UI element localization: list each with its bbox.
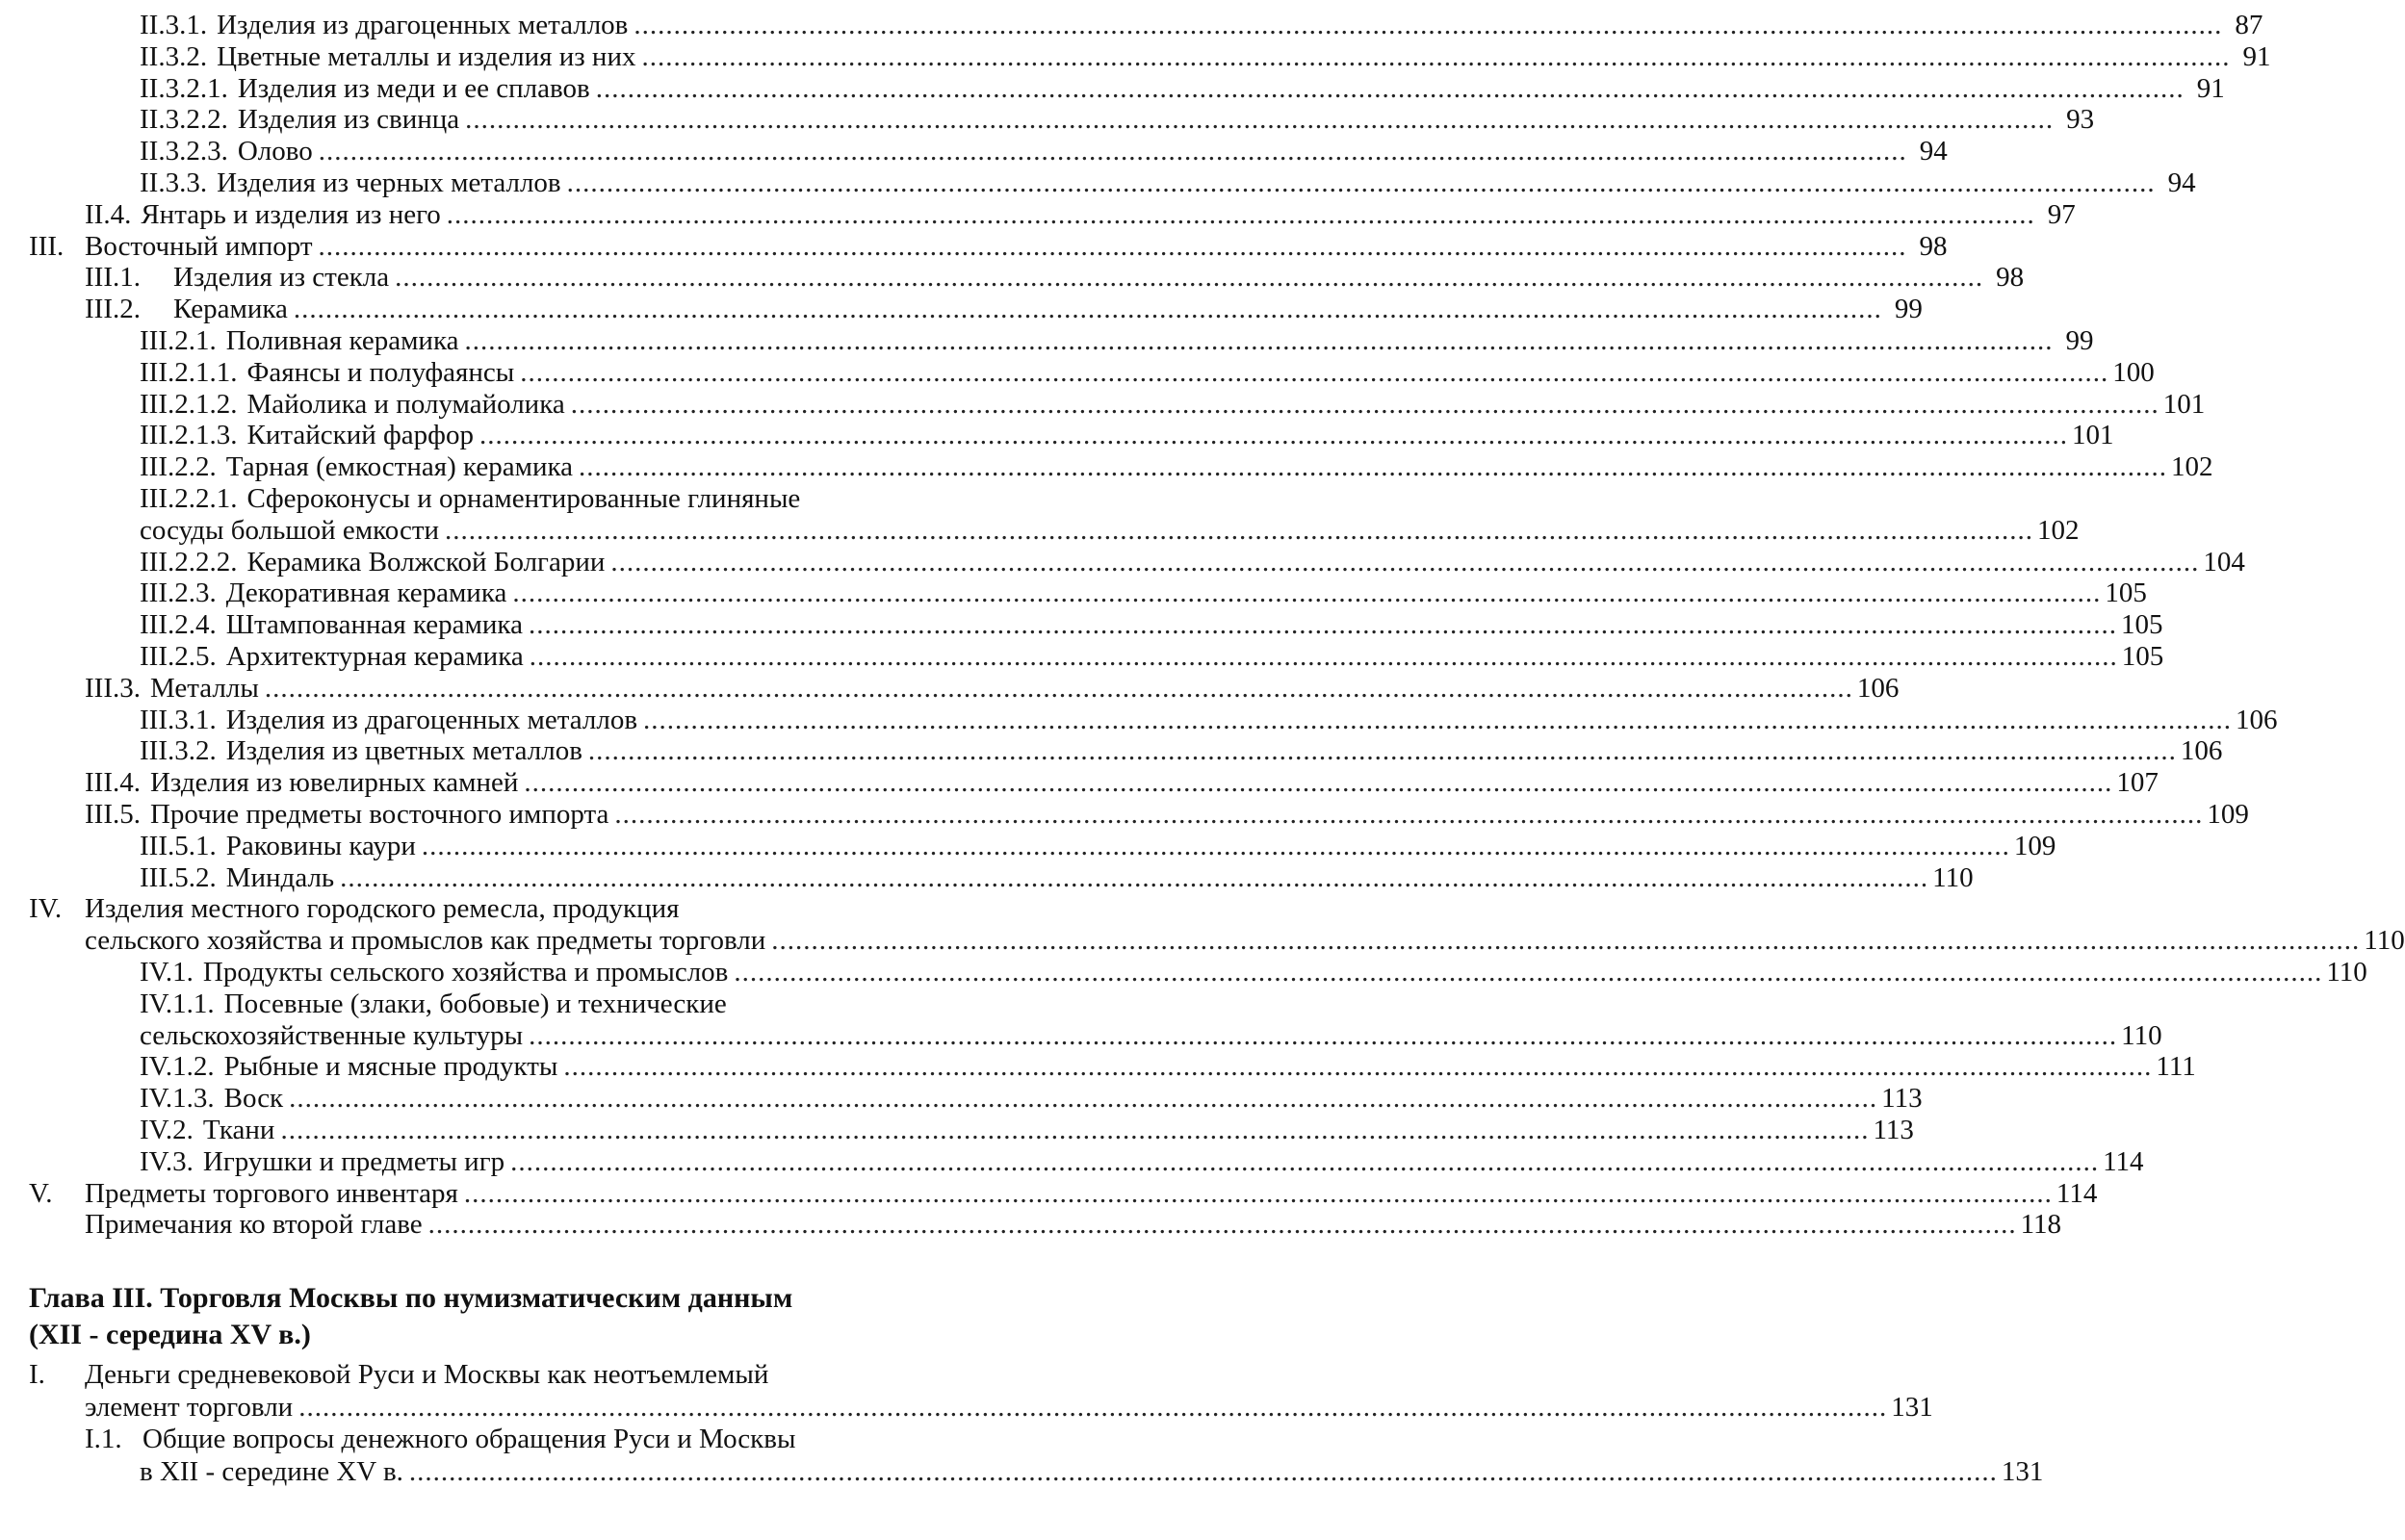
toc-entry-text: Тарная (емкостная) керамика bbox=[225, 451, 573, 483]
toc-entry bbox=[140, 704, 2278, 736]
toc-entry-number: IV.1.2. bbox=[140, 1051, 215, 1083]
toc-entry-number: II.3.2.3. bbox=[140, 136, 228, 167]
toc-entry-text: элемент торговли bbox=[85, 1391, 294, 1423]
toc-entry bbox=[85, 672, 1900, 705]
toc-entry-number: IV.1.3. bbox=[140, 1083, 215, 1115]
toc-entry bbox=[140, 735, 2223, 767]
toc-entry-title bbox=[140, 73, 590, 105]
toc-entry-text: Китайский фарфор bbox=[246, 420, 474, 451]
toc-entry-number: III.3. bbox=[85, 672, 141, 704]
toc-entry-number: III.1. bbox=[85, 262, 141, 294]
toc-entry-text: Изделия из драгоценных металлов bbox=[217, 10, 629, 40]
toc-entry-number: II.4. bbox=[85, 198, 132, 230]
toc-entry-text: Изделия из свинца bbox=[237, 104, 460, 136]
dot-leader: ........................................................................................................................................................................................................ bbox=[529, 1019, 2118, 1051]
toc-entry-title bbox=[85, 199, 441, 231]
toc-entry-title bbox=[140, 1083, 283, 1115]
toc-entry-number: III.2.1.1. bbox=[140, 356, 238, 388]
toc-entry-title bbox=[140, 420, 474, 451]
dot-leader: ........................................................................................................................................................................................................ bbox=[570, 388, 2159, 420]
dot-leader: ........................................................................................................................................................................................................ bbox=[524, 767, 2113, 799]
toc-entry-title bbox=[140, 483, 800, 515]
toc-entry-text: Игрушки и предметы игр bbox=[202, 1145, 505, 1177]
toc-entry bbox=[140, 861, 1974, 894]
toc-entry bbox=[85, 1209, 2062, 1241]
toc-entry bbox=[29, 230, 1948, 263]
toc-entry-text: Предметы торгового инвентаря bbox=[85, 1177, 458, 1209]
toc-entry-title bbox=[140, 1456, 403, 1488]
toc-entry-title bbox=[140, 609, 523, 641]
toc-entry-text: Изделия из драгоценных металлов bbox=[225, 704, 638, 735]
toc-entry-text: сельского хозяйства и промыслов как предметы торговли bbox=[85, 925, 766, 957]
toc-entry-text: Деньги средневековой Руси и Москвы как неотъемлемый bbox=[85, 1359, 769, 1390]
toc-entry bbox=[140, 483, 939, 515]
dot-leader: ........................................................................................................................................................................................................ bbox=[408, 1455, 1998, 1487]
toc-entry-title bbox=[140, 136, 313, 167]
toc-entry-page: 105 bbox=[2105, 578, 2147, 609]
toc-entry bbox=[140, 830, 2056, 862]
toc-entry-text: Ткани bbox=[202, 1115, 275, 1145]
toc-entry-title bbox=[140, 104, 459, 136]
toc-entry-title bbox=[140, 325, 458, 357]
toc-entry bbox=[29, 1177, 2098, 1210]
toc-entry-page: 102 bbox=[2170, 451, 2213, 483]
toc-entry-page: 109 bbox=[2207, 799, 2249, 830]
dot-leader: ........................................................................................................................................................................................................ bbox=[529, 641, 2118, 672]
toc-entry-number: IV.1.1. bbox=[140, 988, 215, 1019]
toc-entry-number: I.1. bbox=[85, 1424, 122, 1454]
toc-entry-page: 107 bbox=[2116, 767, 2159, 799]
toc-entry-page: 113 bbox=[1881, 1083, 1923, 1115]
toc-entry-page: 101 bbox=[2162, 388, 2206, 420]
toc-entry-title bbox=[140, 1115, 274, 1146]
toc-entry-number: I. bbox=[29, 1359, 45, 1390]
toc-entry bbox=[140, 1455, 2044, 1488]
dot-leader: ........................................................................................................................................................................................................ bbox=[395, 262, 1984, 294]
toc-entry-text: Изделия местного городского ремесла, продукция bbox=[85, 893, 680, 925]
toc-entry bbox=[29, 1359, 939, 1391]
toc-entry bbox=[140, 988, 939, 1020]
dot-leader: ........................................................................................................................................................................................................ bbox=[421, 830, 2010, 861]
toc-entry bbox=[140, 40, 2271, 73]
toc-entry bbox=[140, 1051, 2196, 1083]
toc-entry-number: III.2.2.2. bbox=[140, 546, 238, 578]
toc-entry-page: 102 bbox=[2037, 514, 2080, 546]
dot-leader: ........................................................................................................................................................................................................ bbox=[595, 72, 2185, 104]
toc-entry-title bbox=[140, 578, 506, 609]
dot-leader: ........................................................................................................................................................................................................ bbox=[463, 1177, 2053, 1209]
toc-entry-number: V. bbox=[29, 1177, 53, 1209]
toc-entry-number: III.2.2. bbox=[140, 451, 217, 483]
toc-entry-text: Майолика и полумайолика bbox=[246, 388, 565, 420]
toc-entry-page: 87 bbox=[2235, 10, 2263, 40]
toc-entry-title bbox=[85, 925, 765, 957]
dot-leader: ........................................................................................................................................................................................................ bbox=[528, 609, 2117, 641]
toc-entry-title bbox=[85, 1424, 795, 1455]
toc-entry bbox=[140, 514, 2080, 547]
toc-entry-page: 110 bbox=[2326, 957, 2367, 988]
toc-entry-text: Изделия из цветных металлов bbox=[225, 735, 582, 767]
toc-entry bbox=[140, 546, 2245, 578]
dot-leader: ........................................................................................................................................................................................................ bbox=[587, 735, 2177, 767]
toc-entry-number: III.2.1.2. bbox=[140, 388, 238, 420]
toc-entry-title bbox=[140, 988, 727, 1020]
toc-entry-text: Общие вопросы денежного обращения Руси и Москвы bbox=[142, 1424, 796, 1454]
toc-entry bbox=[140, 325, 2094, 357]
toc-entry-text: Поливная керамика bbox=[225, 325, 459, 356]
toc-entry bbox=[29, 893, 939, 925]
toc-entry-text: Продукты сельского хозяйства и промыслов bbox=[202, 957, 729, 988]
toc-entry-page: 118 bbox=[2020, 1209, 2062, 1241]
toc-entry bbox=[140, 420, 2114, 451]
toc-entry bbox=[85, 294, 1923, 325]
dot-leader: ........................................................................................................................................................................................................ bbox=[510, 1145, 2100, 1177]
dot-leader: ........................................................................................................................................................................................................ bbox=[318, 136, 1907, 167]
toc-entry-title bbox=[29, 1178, 458, 1210]
toc-entry-page: 91 bbox=[2196, 72, 2225, 104]
toc-entry-page: 111 bbox=[2156, 1051, 2196, 1083]
toc-entry-page: 99 bbox=[2065, 325, 2094, 356]
toc-entry-page: 110 bbox=[2364, 925, 2405, 957]
toc-entry-title bbox=[140, 957, 728, 988]
toc-entry-title bbox=[140, 735, 582, 767]
toc-entry bbox=[85, 925, 2405, 957]
toc-entry bbox=[85, 1424, 939, 1455]
toc-entry-page: 106 bbox=[2180, 735, 2223, 767]
toc-entry-text: Цветные металлы и изделия из них bbox=[217, 40, 636, 72]
toc-entry bbox=[85, 262, 2025, 294]
toc-entry-text: в XII - середине XV в. bbox=[140, 1455, 403, 1487]
dot-leader: ........................................................................................................................................................................................................ bbox=[641, 40, 2231, 72]
toc-entry-number: III.4. bbox=[85, 767, 141, 799]
dot-leader: ........................................................................................................................................................................................................ bbox=[280, 1115, 1870, 1145]
toc-entry-number: II.3.1. bbox=[140, 10, 208, 40]
toc-entry-text: Воск bbox=[223, 1083, 284, 1115]
toc-entry-page: 98 bbox=[1996, 262, 2025, 294]
toc-entry-page: 100 bbox=[2112, 356, 2155, 388]
dot-leader: ........................................................................................................................................................................................................ bbox=[445, 514, 2034, 546]
toc-entry bbox=[140, 104, 2095, 136]
toc-entry bbox=[140, 578, 2147, 609]
toc-entry bbox=[140, 1019, 2162, 1052]
toc-entry-title bbox=[140, 41, 635, 73]
toc-entry-page: 97 bbox=[2047, 198, 2076, 230]
toc-entry bbox=[140, 10, 2263, 41]
toc-entry-title bbox=[85, 767, 518, 799]
toc-entry-text: Посевные (злаки, бобовые) и технические bbox=[223, 988, 727, 1019]
toc-entry-text: Олово bbox=[237, 136, 313, 167]
toc-entry-title bbox=[140, 1146, 504, 1178]
toc-entry-title bbox=[140, 547, 605, 578]
toc-entry-number: II.3.2.1. bbox=[140, 72, 228, 104]
toc-entry-title bbox=[29, 1359, 768, 1391]
toc-entry-page: 104 bbox=[2203, 546, 2245, 578]
toc-entry-title bbox=[140, 515, 439, 547]
toc-entry-title bbox=[140, 389, 565, 421]
toc-entry-title bbox=[140, 451, 573, 483]
toc-entry bbox=[140, 356, 2155, 389]
dot-leader: ........................................................................................................................................................................................................ bbox=[563, 1051, 2153, 1083]
toc-entry bbox=[140, 609, 2163, 641]
dot-leader: ........................................................................................................................................................................................................ bbox=[578, 451, 2167, 483]
toc-entry-page: 94 bbox=[2167, 167, 2196, 198]
toc-entry-page: 91 bbox=[2242, 40, 2271, 72]
toc-entry-text: Сфероконусы и орнаментированные глиняные bbox=[246, 483, 801, 514]
toc-entry-page: 106 bbox=[1856, 672, 1900, 704]
toc-entry-text: Керамика Волжской Болгарии bbox=[246, 546, 606, 578]
toc-entry-title bbox=[85, 1209, 423, 1241]
toc-entry-number: II.3.2.2. bbox=[140, 104, 228, 136]
dot-leader: ........................................................................................................................................................................................................ bbox=[427, 1209, 2017, 1241]
toc-entry-text: Изделия из меди и ее сплавов bbox=[237, 72, 590, 104]
toc-entry bbox=[85, 767, 2159, 799]
toc-entry-text: Изделия из стекла bbox=[173, 262, 390, 294]
dot-leader: ........................................................................................................................................................................................................ bbox=[643, 704, 2233, 735]
toc-entry-number: III.2. bbox=[85, 294, 141, 325]
toc-entry-title bbox=[29, 893, 679, 925]
toc-entry-text: Фаянсы и полуфаянсы bbox=[246, 356, 515, 388]
toc-entry-text: Янтарь и изделия из него bbox=[141, 198, 441, 230]
toc-entry-number: IV.2. bbox=[140, 1115, 194, 1145]
toc-entry-page: 114 bbox=[2103, 1145, 2144, 1177]
toc-entry-number: III. bbox=[29, 230, 65, 262]
dot-leader: ........................................................................................................................................................................................................ bbox=[610, 546, 2200, 578]
toc-entry-page: 114 bbox=[2056, 1177, 2098, 1209]
toc-entry-text: Раковины каури bbox=[225, 830, 416, 861]
toc-entry-text: Восточный импорт bbox=[85, 230, 313, 262]
toc-entry-page: 99 bbox=[1894, 294, 1923, 325]
toc-entry-page: 98 bbox=[1919, 230, 1948, 262]
toc-entry-text: Изделия из ювелирных камней bbox=[149, 767, 519, 799]
toc-entry-number: III.2.3. bbox=[140, 578, 217, 609]
toc-entry bbox=[140, 1115, 1914, 1146]
toc-entry-page: 131 bbox=[2001, 1455, 2044, 1487]
dot-leader: ........................................................................................................................................................................................................ bbox=[340, 861, 1929, 893]
toc-entry-title bbox=[85, 262, 389, 294]
toc-entry-page: 109 bbox=[2013, 830, 2056, 861]
toc-entry-number: III.3.2. bbox=[140, 735, 217, 767]
dot-leader: ........................................................................................................................................................................................................ bbox=[298, 1391, 1888, 1423]
toc-entry-text: Декоративная керамика bbox=[225, 578, 507, 609]
toc-entry bbox=[140, 72, 2225, 105]
dot-leader: ........................................................................................................................................................................................................ bbox=[634, 10, 2223, 40]
toc-entry bbox=[140, 167, 2196, 199]
toc-entry-page: 105 bbox=[2121, 641, 2164, 672]
toc-entry-text: Прочие предметы восточного импорта bbox=[149, 799, 609, 830]
toc-entry-title bbox=[140, 167, 561, 199]
dot-leader: ........................................................................................................................................................................................................ bbox=[566, 167, 2156, 198]
toc-entry-number: II.3.3. bbox=[140, 167, 208, 198]
toc-entry bbox=[140, 1083, 1923, 1115]
toc-entry-number: III.2.5. bbox=[140, 641, 217, 672]
toc-entry-title bbox=[85, 673, 259, 705]
toc-entry-number: IV. bbox=[29, 893, 63, 925]
toc-entry-text: Примечания ко второй главе bbox=[85, 1209, 423, 1241]
toc-entry bbox=[140, 136, 1948, 167]
dot-leader: ........................................................................................................................................................................................................ bbox=[734, 957, 2323, 988]
toc-entry-page: 113 bbox=[1873, 1115, 1914, 1145]
toc-entry-text: Изделия из черных металлов bbox=[217, 167, 561, 198]
toc-entry-title bbox=[140, 705, 637, 736]
toc-entry-number: III.2.2.1. bbox=[140, 483, 238, 514]
toc-entry-number: III.2.1.3. bbox=[140, 420, 238, 451]
toc-entry-number: III.5. bbox=[85, 799, 141, 830]
dot-leader: ........................................................................................................................................................................................................ bbox=[264, 672, 1853, 704]
toc-entry-text: Архитектурная керамика bbox=[225, 641, 524, 672]
toc-entry-page: 105 bbox=[2120, 609, 2163, 641]
dot-leader: ........................................................................................................................................................................................................ bbox=[289, 1083, 1878, 1115]
toc-entry bbox=[85, 1391, 1933, 1424]
toc-entry-number: III.3.1. bbox=[140, 704, 217, 735]
dot-leader: ........................................................................................................................................................................................................ bbox=[771, 925, 2361, 957]
toc-entry-title bbox=[140, 831, 416, 862]
toc-entry bbox=[85, 198, 2076, 231]
toc-entry-page: 101 bbox=[2071, 420, 2114, 451]
toc-entry-text: Рыбные и мясные продукты bbox=[223, 1051, 558, 1083]
toc-entry-text: Миндаль bbox=[225, 861, 335, 893]
toc-entry-title bbox=[140, 641, 524, 673]
toc-entry-title bbox=[85, 799, 608, 831]
dot-leader: ........................................................................................................................................................................................................ bbox=[446, 198, 2035, 230]
dot-leader: ........................................................................................................................................................................................................ bbox=[478, 420, 2068, 451]
toc-entry-text: Керамика bbox=[173, 294, 288, 325]
toc-entry-title bbox=[140, 357, 514, 389]
toc-entry-title bbox=[85, 294, 288, 325]
toc-entry-page: 106 bbox=[2236, 704, 2278, 735]
toc-entry-text: Штампованная керамика bbox=[225, 609, 523, 641]
dot-leader: ........................................................................................................................................................................................................ bbox=[512, 578, 2102, 609]
toc-entry-title bbox=[140, 10, 628, 41]
toc-entry-number: IV.3. bbox=[140, 1145, 194, 1177]
toc-entry bbox=[140, 641, 2164, 673]
dot-leader: ........................................................................................................................................................................................................ bbox=[318, 230, 1907, 262]
toc-entry-title bbox=[140, 1051, 557, 1083]
toc-entry bbox=[140, 957, 2367, 988]
toc-entry-number: IV.1. bbox=[140, 957, 194, 988]
toc-entry-title bbox=[140, 1020, 523, 1052]
toc-entry-page: 131 bbox=[1891, 1391, 1933, 1423]
chapter-heading-line-2: (XII - середина XV в.) bbox=[29, 1319, 311, 1350]
dot-leader: ........................................................................................................................................................................................................ bbox=[614, 799, 2204, 830]
toc-entry-number: III.5.1. bbox=[140, 830, 217, 861]
toc-entry-number: II.3.2. bbox=[140, 40, 208, 72]
toc-entry-number: III.2.1. bbox=[140, 325, 217, 356]
toc-entry-page: 93 bbox=[2066, 104, 2095, 136]
dot-leader: ........................................................................................................................................................................................................ bbox=[293, 294, 1882, 325]
toc-entry bbox=[140, 388, 2206, 421]
dot-leader: ........................................................................................................................................................................................................ bbox=[464, 325, 2054, 356]
toc-entry-title bbox=[140, 862, 334, 894]
dot-leader: ........................................................................................................................................................................................................ bbox=[520, 356, 2109, 388]
toc-entry-title bbox=[29, 231, 313, 263]
toc-entry-number: III.5.2. bbox=[140, 861, 217, 893]
toc-entry bbox=[85, 799, 2249, 831]
toc-entry-number: III.2.4. bbox=[140, 609, 217, 641]
toc-entry-page: 110 bbox=[2121, 1019, 2162, 1051]
dot-leader: ........................................................................................................................................................................................................ bbox=[465, 104, 2055, 136]
toc-entry-title bbox=[85, 1392, 293, 1424]
toc-entry bbox=[140, 1145, 2144, 1178]
toc-entry-page: 94 bbox=[1919, 136, 1948, 167]
toc-entry-text: сельскохозяйственные культуры bbox=[140, 1019, 524, 1051]
toc-entry-text: сосуды большой емкости bbox=[140, 514, 440, 546]
toc-entry-text: Металлы bbox=[149, 672, 259, 704]
chapter-heading-line-1: Глава III. Торговля Москвы по нумизматическим данным bbox=[29, 1282, 793, 1314]
toc-entry-page: 110 bbox=[1932, 861, 1974, 893]
toc-entry bbox=[140, 451, 2213, 483]
